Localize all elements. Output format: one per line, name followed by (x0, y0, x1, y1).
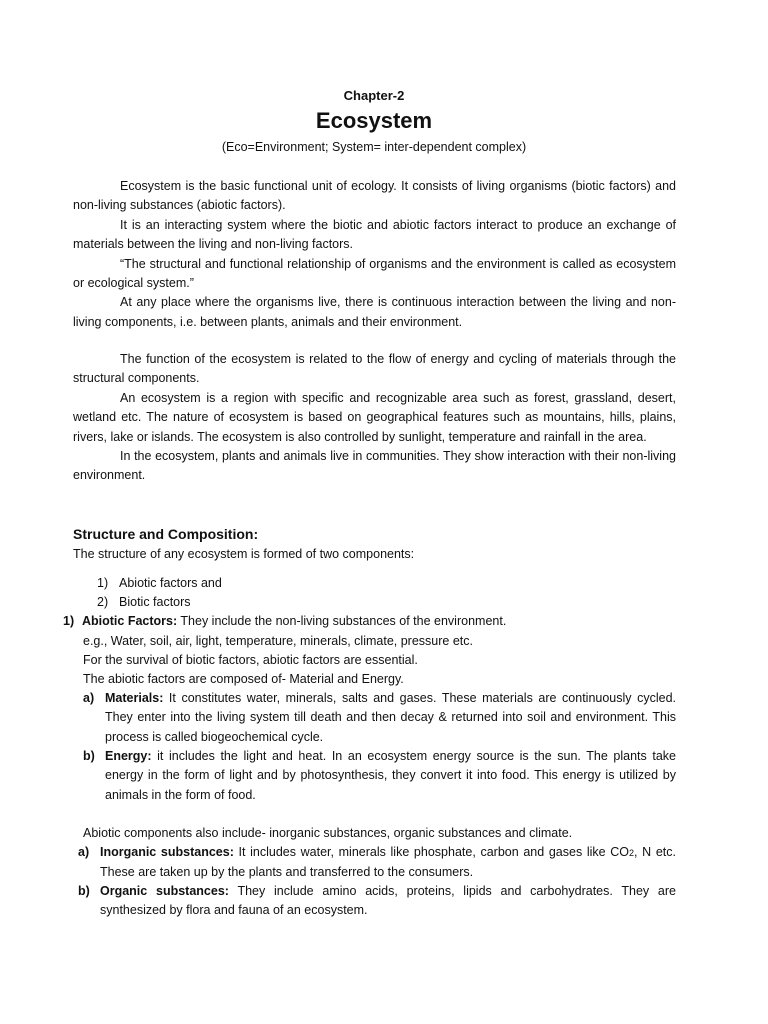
inorganic-item (78, 843, 676, 883)
structure-intro: The structure of any ecosystem is formed of two components: (73, 547, 415, 561)
item-label: b) (78, 884, 90, 898)
energy-item (83, 747, 676, 805)
item-text: , N etc. These are taken up by the plants and transferred to the consumers. (100, 845, 676, 880)
item-text: it includes the light and heat. In an ecosystem energy source is the sun. The plants take energy in the form of light and by photosynthesis, they convert it into food. This energy is utilized by animals in the form of food. (105, 749, 676, 802)
term: Abiotic Factors: (82, 614, 178, 628)
list-item (97, 593, 191, 612)
list-number: 1) (97, 576, 109, 590)
item-label: b) (83, 749, 95, 763)
paragraph: It is an interacting system where the biotic and abiotic factors interact to produce an exchange of materials between the living and non-living factors. (73, 217, 676, 252)
materials-item (83, 689, 676, 747)
page-title: Ecosystem (315, 108, 433, 133)
term: Materials: (105, 691, 164, 705)
list-number: 1) (63, 614, 75, 628)
chapter-label: Chapter-2 (343, 88, 405, 103)
intro-section (73, 177, 676, 332)
components-intro: Abiotic components also include- inorganic substances, organic substances and climate. (83, 826, 573, 840)
text-line: For the survival of biotic factors, abiotic factors are essential. (83, 653, 418, 667)
term: Energy: (105, 749, 152, 763)
item-label: a) (83, 691, 95, 705)
page-subtitle: (Eco=Environment; System= inter-dependent complex) (221, 140, 527, 154)
section-heading: Structure and Composition: (73, 526, 259, 542)
paragraph: Ecosystem is the basic functional unit of ecology. It consists of living organisms (biotic factors) and non-living substances (abiotic factors). (73, 179, 676, 213)
item-text: It constitutes water, minerals, salts and gases. These materials are continuously cycled. They enter into the living system till death and then decay & returned into soil and environment. This process is called biogeochemical cycle. (105, 691, 676, 744)
abiotic-factors-item (63, 612, 506, 631)
list-label: Biotic factors (119, 595, 191, 609)
list-label: Abiotic factors and (119, 576, 222, 590)
text-line: The abiotic factors are composed of- Material and Energy. (83, 672, 404, 686)
example-line: e.g., Water, soil, air, light, temperature, minerals, climate, pressure etc. (83, 634, 473, 648)
list-number: 2) (97, 595, 109, 609)
subscript: 2 (629, 848, 635, 858)
paragraph: In the ecosystem, plants and animals live in communities. They show interaction with their non-living environment. (73, 449, 676, 483)
paragraph: An ecosystem is a region with specific and recognizable area such as forest, grassland, desert, wetland etc. The nature of ecosystem is based on geographical features such as mountains, hills, plains, rivers, lake or islands. The ecosystem is also controlled by sunlight, temperature and rainfall in the area. (73, 390, 676, 444)
paragraph: “The structural and functional relationship of organisms and the environment is called as ecosystem or ecological system.” (73, 256, 676, 291)
definition: They include the non-living substances of the environment. (177, 614, 507, 628)
list-item (97, 574, 222, 593)
function-section (73, 350, 676, 486)
paragraph: At any place where the organisms live, there is continuous interaction between the living and non-living components, i.e. between plants, animals and their environment. (73, 295, 676, 329)
item-label: a) (78, 845, 90, 859)
term: Organic substances: (100, 884, 229, 898)
item-text: It includes water, minerals like phosphate, carbon and gases like CO (233, 845, 630, 859)
term: Inorganic substances: (100, 845, 234, 859)
paragraph: The function of the ecosystem is related to the flow of energy and cycling of materials through the structural components. (73, 352, 676, 386)
item-text: They include amino acids, proteins, lipids and carbohydrates. They are synthesized by flora and fauna of an ecosystem. (100, 884, 676, 918)
organic-item (78, 882, 676, 921)
